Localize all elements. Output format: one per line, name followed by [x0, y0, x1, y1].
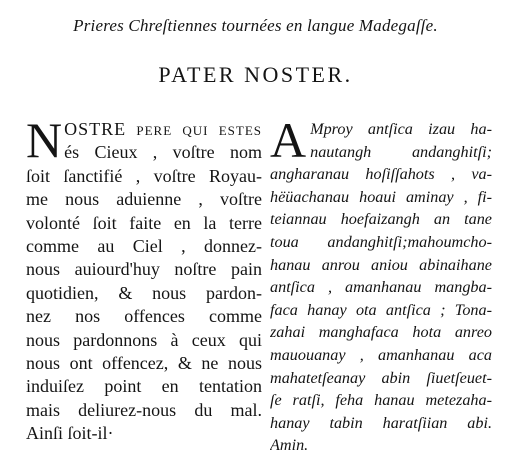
text-line: mauouanay , amanhanau aca	[270, 345, 492, 364]
drop-cap-a: A	[270, 112, 307, 168]
text-line: hanay tabin haratſiian abi.	[270, 413, 492, 432]
text-line: ſoit ſanctifié , voſtre Royau-	[26, 165, 262, 186]
french-column	[26, 112, 262, 446]
text-line: nous ont offencez, & ne nous	[26, 353, 262, 374]
text-line: me nous aduienne , voſtre	[26, 189, 262, 210]
text-line: Mproy antſica izau ha-	[310, 120, 492, 138]
text-line: angharanau hoſiſſahots , va-	[270, 165, 492, 184]
text-line: quotidien, & nous pardon-	[26, 282, 262, 303]
text-line: Amin.	[270, 436, 309, 455]
text-line: zahai manghafaca hota anreo	[270, 323, 492, 342]
text-line: faca hanay ota antſica ; Tona-	[270, 300, 492, 319]
text-line: hëüachanau hoaui aminay , fi-	[270, 187, 492, 206]
running-head: Prieres Chreſtiennes tournées en langue Madegaſſe.	[73, 16, 438, 35]
text-line: mahatetſeanay abin ſiuetſeuet-	[270, 368, 492, 387]
text-line: toua andanghitſi;mahoumcho-	[270, 232, 492, 251]
text-line: teiannau hoefaizangh an tane	[270, 210, 492, 229]
text-line: comme au Ciel , donnez-	[26, 236, 262, 257]
text-line: OSTRE pere qui eſtes	[64, 119, 262, 139]
text-line: mais deliurez-nous du mal.	[26, 399, 262, 420]
text-line: nous auiourd'huy noſtre pain	[26, 259, 262, 280]
page-title: PATER NOSTER.	[158, 62, 353, 87]
text-line: induiſez point en tentation	[26, 376, 262, 397]
text-line: hanau anrou aniou abinaihane	[270, 255, 492, 274]
text-line: volonté ſoit faite en la terre	[26, 212, 262, 233]
text-line: antſica , amanhanau mangba-	[270, 278, 492, 297]
text-line: nez nos offences comme	[26, 306, 262, 327]
drop-cap-n: N	[26, 112, 63, 168]
text-line: Ainſi ſoit-il·	[26, 423, 114, 444]
malagasy-column	[270, 112, 492, 457]
text-line: nautangh andanghitſi;	[310, 142, 492, 161]
text-line: nous pardonnons à ceux qui	[26, 329, 262, 350]
text-line: és Cieux , voſtre nom	[64, 142, 262, 163]
text-line: ſe ratſi, feha hanau metezaha-	[270, 391, 492, 410]
